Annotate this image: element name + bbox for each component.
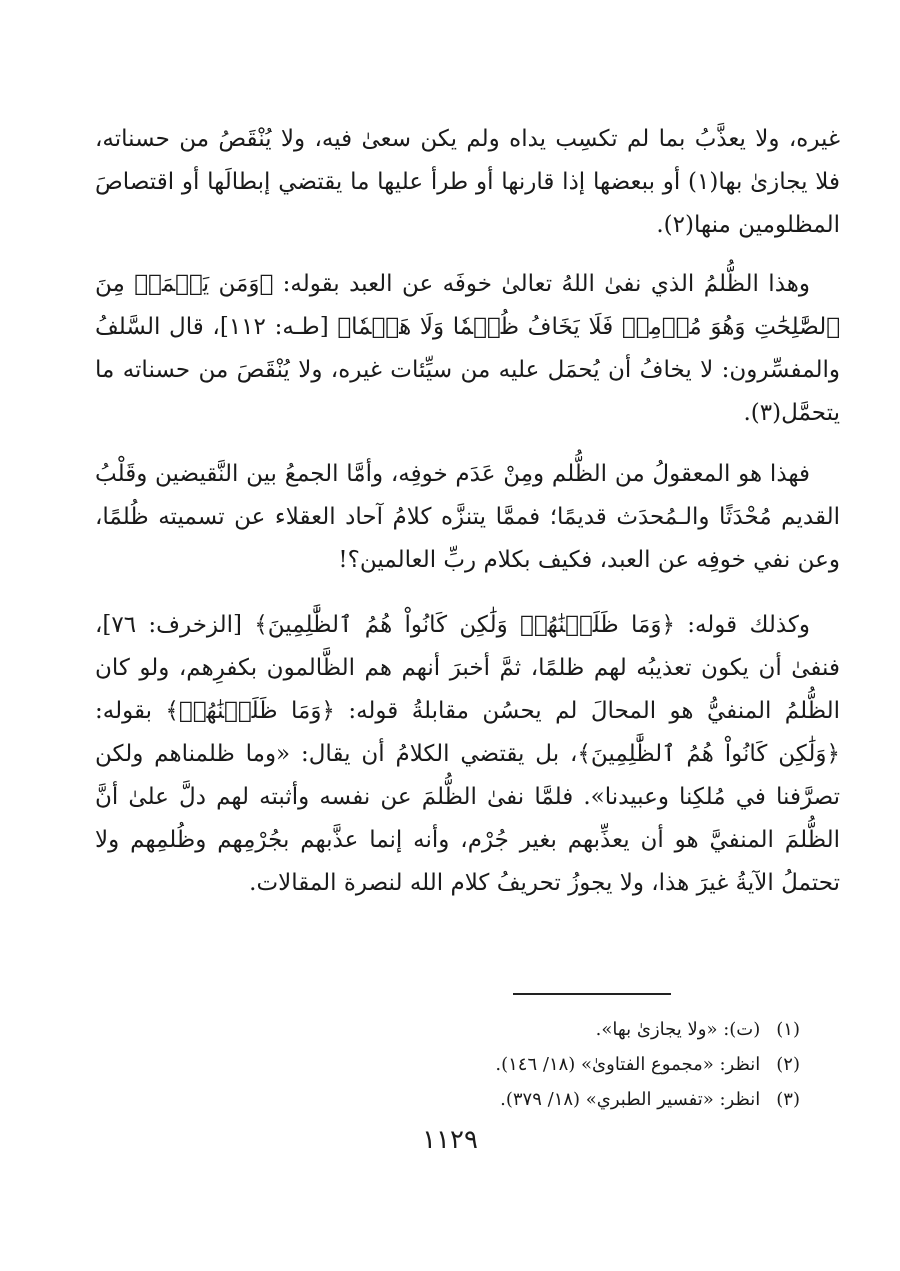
footnote-1 [200,1012,800,1047]
paragraph-1: غيره، ولا يعذَّبُ بما لم تكسِب يداه ولم يكن سعىٰ فيه، ولا يُنْقَصُ من حسناته، فلا يجازىٰ بها(١) أو ببعضها إذا قارنها أو طرأ عليها ما يقتضي إبطالَها أو اقتصاصَ المظلومين منها(٢). [95,126,840,238]
footnote-separator [513,993,671,995]
footnote-text: انظر: «مجموع الفتاوىٰ» (١٨/ ١٤٦). [495,1054,761,1075]
page-number: ١١٢٩ [422,1125,478,1155]
footnote-number: (٢) [776,1054,800,1075]
paragraph-3: فهذا هو المعقولُ من الظُّلم ومِنْ عَدَم خوفِه، وأمَّا الجمعُ بين النَّقيضين وقَلْبُ القديم مُحْدَثًا والـمُحدَث قديمًا؛ فممَّا يتنزَّه كلامُ آحاد العقلاء عن تسميته ظُلمًا، وعن نفي خوفِه عن العبد، فكيف بكلام ربِّ العالمين؟! [95,461,840,573]
footnotes [200,1012,800,1117]
footnote-text: انظر: «تفسير الطبري» (١٨/ ٣٧٩). [500,1089,761,1110]
footnote-number: (١) [776,1019,800,1040]
paragraph-4: وكذلك قوله: ﴿وَمَا ظَلَمۡنَٰهُمۡ وَلَٰكِن كَانُواْ هُمُ ٱلظَّٰلِمِينَ﴾ [الزخرف: ٧٦]، فنفىٰ أن يكون تعذيبُه لهم ظلمًا، ثمَّ أخبرَ أنهم هم الظَّالمون بكفرِهم، ولو كان الظُّلمُ المنفيُّ هو المحالَ لم يحسُن مقابلةُ قوله: ﴿وَمَا ظَلَمۡنَٰهُمۡ﴾ بقوله: ﴿وَلَٰكِن كَانُواْ هُمُ ٱلظَّٰلِمِينَ﴾، بل يقتضي الكلامُ أن يقال: «وما ظلمناهم ولكن تصرَّفنا في مُلكِنا وعبيدنا». فلمَّا نفىٰ الظُّلمَ عن نفسه وأثبته لهم دلَّ علىٰ أنَّ الظُّلمَ المنفيَّ هو أن يعذِّبهم بغير جُرْم، وأنه إنما عذَّبهم بجُرْمِهم وظُلمِهم ولا تحتملُ الآيةُ غيرَ هذا، ولا يجوزُ تحريفُ كلام الله لنصرة المقالات. [95,612,840,896]
paragraph-2: وهذا الظُّلمُ الذي نفىٰ اللهُ تعالىٰ خوفَه عن العبد بقوله: ﴿وَمَن يَعۡمَلۡ مِنَ ٱلصَّٰلِحَٰتِ وَهُوَ مُؤۡمِنٞ فَلَا يَخَافُ ظُلۡمٗا وَلَا هَضۡمٗا﴾ [طـه: ١١٢]، قال السَّلفُ والمفسِّرون: لا يخافُ أن يُحمَل عليه من سيِّئات غيره، ولا يُنْقَصَ من حسناته ما يتحمَّل(٣). [95,271,840,426]
footnote-3 [200,1082,800,1117]
main-text [95,118,840,925]
footnote-2 [200,1047,800,1082]
footnote-text: (ت): «ولا يجازىٰ بها». [595,1019,761,1040]
footnote-number: (٣) [776,1089,800,1110]
